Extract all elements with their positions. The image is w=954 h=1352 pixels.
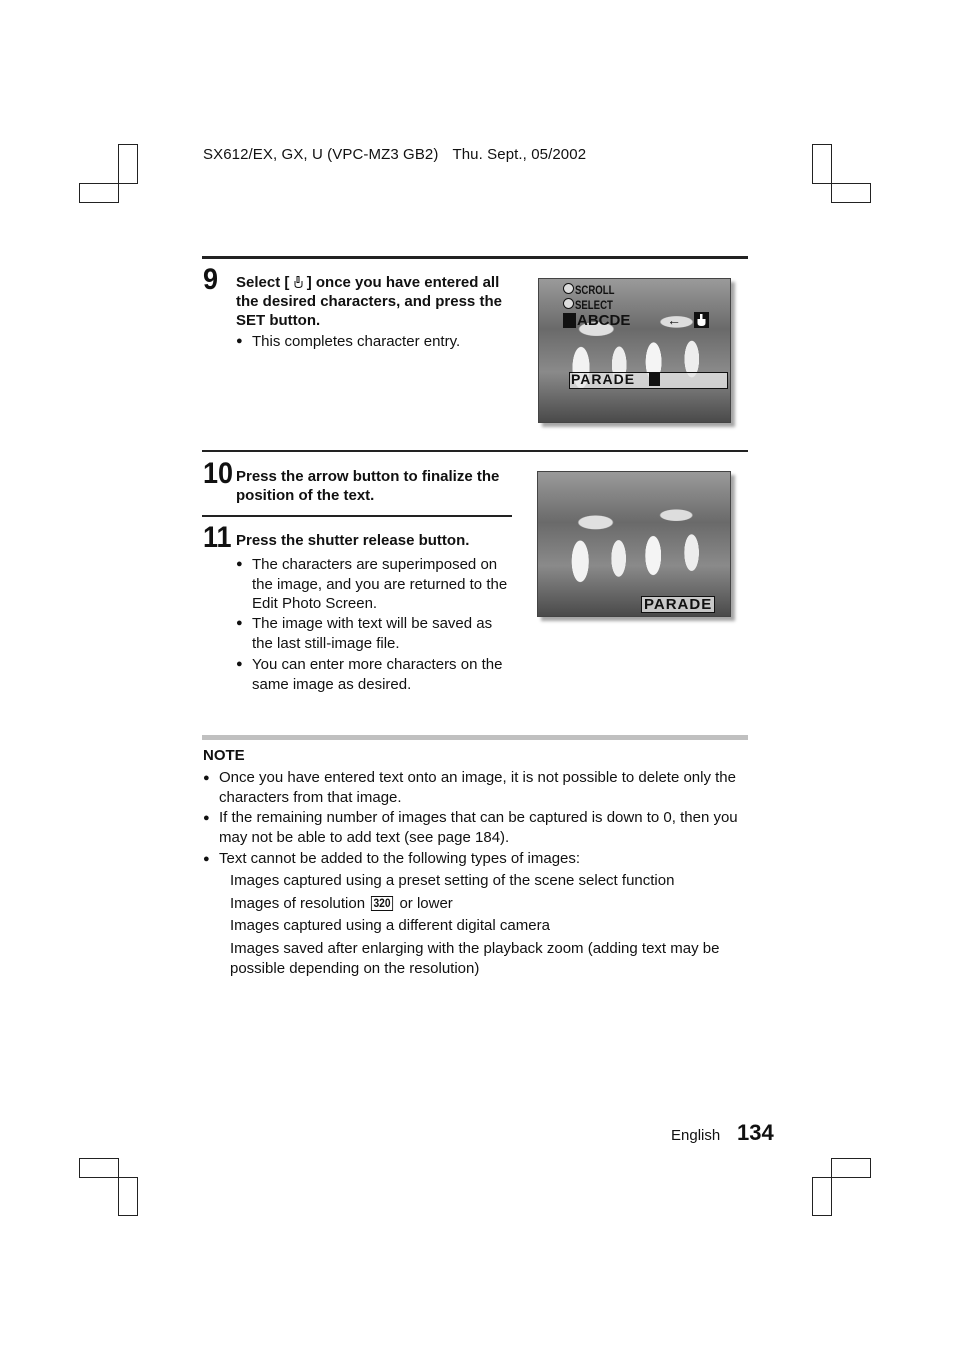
note-subitem: Images saved after enlarging with the playback zoom (adding text may be possible depending on the resolution) <box>230 940 720 977</box>
note-item: ● Text cannot be added to the following types of images: <box>203 849 749 869</box>
entered-text: PARADE <box>571 371 636 387</box>
scroll-label: SCROLL <box>575 283 615 297</box>
list-item: ● You can enter more characters on the same image as desired. <box>236 655 514 694</box>
select-label: SELECT <box>575 298 613 312</box>
crop-mark <box>118 144 138 184</box>
note-subitem: Images captured using a preset setting of the scene select function <box>230 872 675 889</box>
crop-mark <box>812 144 832 184</box>
note-subitem: Images captured using a different digital camera <box>230 917 550 934</box>
section-rule <box>202 515 512 517</box>
section-rule <box>202 450 748 452</box>
list-item: ● The image with text will be saved as the last still-image file. <box>236 614 514 653</box>
section-rule <box>202 256 748 259</box>
backspace-arrow[interactable]: ← <box>667 312 681 328</box>
crop-mark <box>812 1177 832 1216</box>
crop-mark <box>118 1177 138 1216</box>
list-item: ● The characters are superimposed on the image, and you are returned to the Edit Photo Screen. <box>236 555 514 614</box>
crop-mark <box>831 1158 871 1178</box>
note-subitem-resolution: Images of resolution 320 or lower <box>230 895 453 912</box>
note-rule <box>202 735 748 740</box>
text-cursor <box>649 373 660 386</box>
page-number: 134 <box>737 1120 774 1145</box>
scroll-icon <box>563 283 574 294</box>
hand-icon[interactable] <box>694 312 709 328</box>
model-text: SX612/EX, GX, U (VPC-MZ3 GB2) <box>203 146 439 163</box>
step-title: Press the shutter release button. <box>236 532 470 549</box>
note-item: ● Once you have entered text onto an image, it is not possible to delete only the characters from that image. <box>203 768 749 808</box>
resolution-icon: 320 <box>371 896 393 911</box>
step-number: 11 <box>203 521 232 554</box>
crop-mark <box>79 1158 119 1178</box>
step-number: 9 <box>203 263 219 296</box>
superimposed-text: PARADE <box>641 596 715 613</box>
step-number: 10 <box>203 457 234 490</box>
list-item: ● This completes character entry. <box>236 332 522 352</box>
crop-mark <box>831 183 871 203</box>
step-title: Press the arrow button to finalize the position of the text. <box>236 468 500 504</box>
camera-screen-result <box>537 471 731 617</box>
character-row[interactable]: ABCDE <box>577 312 631 329</box>
date-text: Thu. Sept., 05/2002 <box>452 146 587 163</box>
footer-language: English <box>671 1127 721 1144</box>
step-title: Select [ ] once you have entered all the desired characters, and press the SET button. <box>236 274 502 329</box>
note-title: NOTE <box>203 747 245 764</box>
hand-icon <box>294 276 303 288</box>
camera-screen-text-entry <box>538 278 731 423</box>
crop-mark <box>79 183 119 203</box>
note-item: ● If the remaining number of images that can be captured is down to 0, then you may not be able to add text (see page 184). <box>203 808 749 848</box>
page-header <box>203 146 586 163</box>
selection-cursor <box>563 313 576 328</box>
select-icon <box>563 298 574 309</box>
